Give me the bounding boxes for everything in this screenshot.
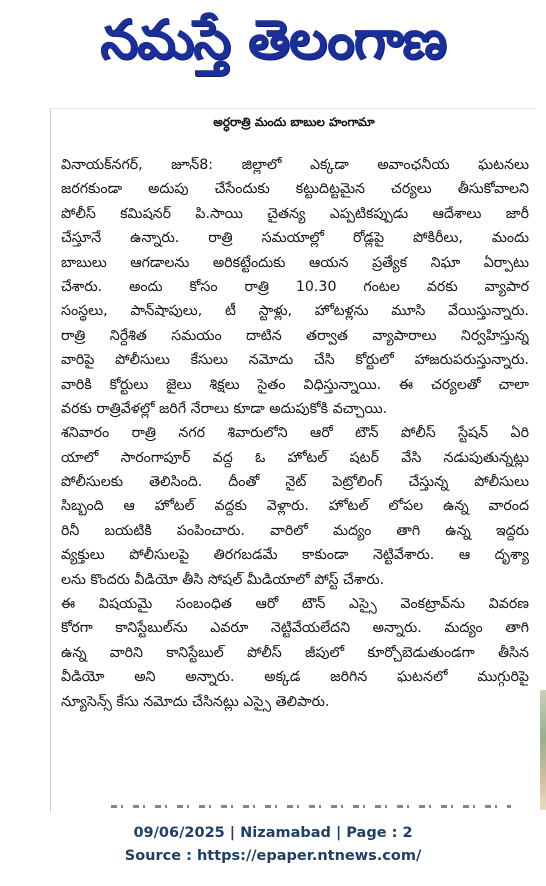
article-line: చేశారు. అందు కోసం రాత్రి 10.30 గంటల వరకు వ్యాపార bbox=[61, 278, 529, 295]
article-clipping bbox=[50, 108, 536, 813]
article-line: రాత్రి నిర్దేశిత సమయం దాటిన తర్వాత వ్యాపారాలు నిర్వహిస్తున్న bbox=[61, 327, 529, 344]
article-line: జరగకుండా అదుపు చేసేందుకు కట్టుదిట్టమైన చర్యలు తీసుకోవాలని bbox=[61, 181, 529, 198]
article-line: సిబ్బంది ఆ హోటల్‌ వద్దకు వెళ్లారు. హోటల్‌ లోపల ఉన్న వారంద bbox=[61, 498, 529, 515]
article-line: చేస్తూనే ఉన్నారు. రాత్రి సమయాల్లో రోడ్లపై పోకిరీలు, మందు bbox=[61, 230, 529, 247]
article-line: పోలీసులకు తెలిసింది. దీంతో నైట్‌ పెట్రోలింగ్‌ చేస్తున్న పోలీసులు bbox=[61, 474, 529, 491]
article-line: వారిపై పోలీసులు కేసులు నమోదు చేసి కోర్టులో హాజరుపరుస్తున్నారు. bbox=[61, 352, 529, 369]
article-line: ఉన్న వారిని కానిస్టేబుల్‌ పోలీస్‌ జీపులో కూర్చోబెడుతుండగా తీసిన bbox=[61, 644, 529, 661]
article-line: న్యూసెన్స్‌ కేసు నమోదు చేసినట్లు ఎస్సై తెలిపారు. bbox=[61, 693, 330, 710]
clipping-cut-edge bbox=[111, 801, 511, 813]
adjacent-image-edge bbox=[540, 690, 546, 810]
article-line: శనివారం రాత్రి నగర శివారులోని ఆరో టౌన్‌ పోలీస్‌ స్టేషన్‌ ఏరి bbox=[61, 425, 529, 442]
article-line: వ్యక్తులు పోలీసులపై తిరగబడమే కాకుండా నెట్టివేశారు. ఆ దృశ్యా bbox=[61, 547, 529, 564]
article-line: వీడియో అని అన్నారు. అక్కడ జరిగిన ఘటనలో ముగ్గురిపై bbox=[61, 669, 529, 686]
masthead bbox=[0, 0, 546, 92]
article-line: యాలో సారంగాపూర్‌ వద్ద ఓ హోటల్‌ షటర్‌ వేసి నడుపుతున్నట్లు bbox=[61, 449, 529, 466]
article-line: లను కొందరు వీడియో తీసి సోషల్‌ మీడియాలో పోస్ట్‌ చేశారు. bbox=[61, 571, 385, 588]
article-body bbox=[61, 153, 529, 714]
article-line: పోలీస్‌ కమిషనర్‌ పి.సాయి చైతన్య ఎప్పటికప్పుడు ఆదేశాలు జారీ bbox=[61, 205, 529, 222]
article-line: రినీ బయటికి పంపించారు. వారిలో మద్యం తాగి ఉన్న ఇద్దరు bbox=[61, 522, 529, 539]
article-paragraph bbox=[61, 153, 529, 421]
edition-info: 09/06/2025 | Nizamabad | Page : 2 bbox=[133, 825, 413, 841]
article-paragraph bbox=[61, 421, 529, 592]
article-headline: అర్ధరాత్రి మందు బాబుల హంగామా bbox=[213, 115, 375, 129]
article-line: ఈ విషయమై సంబంధిత ఆరో టౌన్‌ ఎస్సై వెంకట్రావ్‌ను వివరణ bbox=[61, 596, 529, 613]
article-line: వరకు రాత్రివేళల్లో జరిగే నేరాలు కూడా అదుపుకోకి వచ్చాయి. bbox=[61, 400, 388, 417]
article-line: వారికి కోర్టులు జైలు శిక్షలు సైతం విధిస్తున్నాయి. ఈ చర్యలతో చాలా bbox=[61, 376, 529, 393]
article-paragraph bbox=[61, 592, 529, 714]
article-line: వినాయక్‌నగర్‌, జూన్‌8: జిల్లాలో ఎక్కడా అవాంఛనీయ ఘటనలు bbox=[61, 157, 529, 173]
article-line: బాబులు ఆగడాలను అరికట్టేందుకు ఆయన ప్రత్యేక నిఘా ఏర్పాటు bbox=[61, 254, 529, 271]
article-line: సంస్థలు, పాన్‌షాపులు, టీ స్టాళ్లు, హోటళ్లను మూసి వేయిస్తున్నారు. bbox=[61, 303, 529, 320]
article-line: కోరగా కానిస్టేబుల్‌ను ఎవరూ నెట్టివేయలేదని అన్నారు. మద్యం తాగి bbox=[61, 620, 529, 637]
newspaper-logo: నమస్తే తెలంగాణ bbox=[100, 7, 446, 71]
source-link[interactable]: Source : https://epaper.ntnews.com/ bbox=[124, 848, 422, 864]
footer bbox=[0, 822, 546, 868]
